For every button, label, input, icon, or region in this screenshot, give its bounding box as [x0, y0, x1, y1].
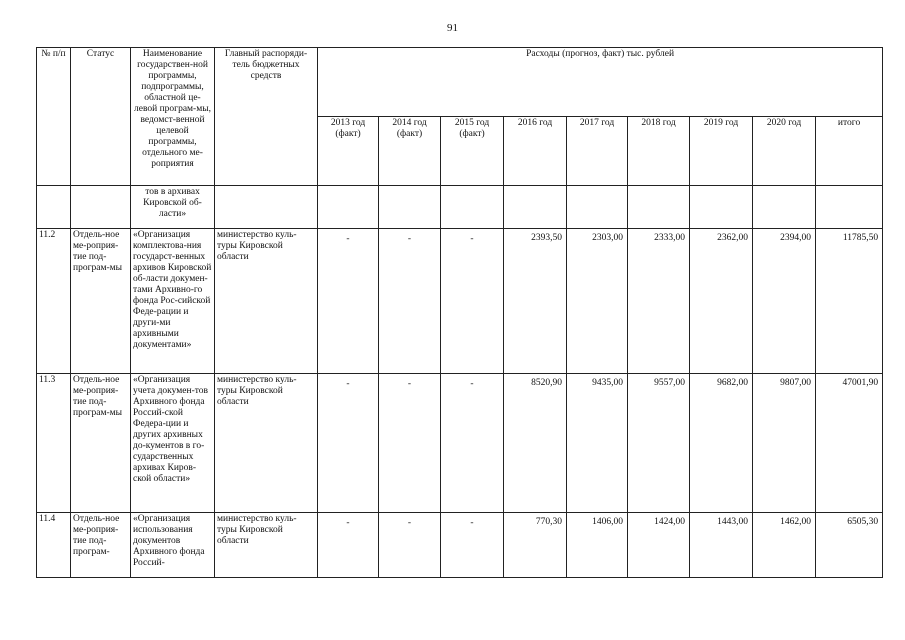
- value-2020: 2394,00: [753, 229, 816, 374]
- value-2019: 2362,00: [690, 229, 753, 374]
- value-2014: -: [379, 513, 441, 578]
- header-admin: Главный распоряди-тель бюджетных средств: [215, 48, 318, 186]
- header-year-2019: 2019 год: [690, 117, 753, 186]
- value-2020: 1462,00: [753, 513, 816, 578]
- value-total: 47001,90: [816, 374, 883, 513]
- header-year-2014: 2014 год (факт): [379, 117, 441, 186]
- value-2018: 9557,00: [628, 374, 690, 513]
- value-2015: -: [441, 513, 504, 578]
- value-2016: 770,30: [504, 513, 567, 578]
- row-admin: министерство куль-туры Кировской области: [215, 229, 318, 374]
- row-status: Отдель-ное ме-роприя-тие под-програм-: [71, 513, 131, 578]
- row-status: Отдель-ное ме-роприя-тие под-програм-мы: [71, 229, 131, 374]
- row-admin: министерство куль-туры Кировской области: [215, 374, 318, 513]
- value-2014: -: [379, 374, 441, 513]
- table-row: [37, 374, 883, 513]
- continuation-row: [37, 186, 883, 229]
- header-no: № п/п: [37, 48, 71, 186]
- value-total: 6505,30: [816, 513, 883, 578]
- value-2019: 1443,00: [690, 513, 753, 578]
- value-2016: 8520,90: [504, 374, 567, 513]
- value-2017: 2303,00: [567, 229, 628, 374]
- value-2013: -: [318, 513, 379, 578]
- header-year-2017: 2017 год: [567, 117, 628, 186]
- header-expenses-title: Расходы (прогноз, факт) тыс. рублей: [318, 48, 883, 117]
- value-2013: -: [318, 229, 379, 374]
- value-2018: 2333,00: [628, 229, 690, 374]
- header-row-top: [37, 48, 883, 117]
- table-row: [37, 229, 883, 374]
- table-row: [37, 513, 883, 578]
- value-2014: -: [379, 229, 441, 374]
- value-2013: -: [318, 374, 379, 513]
- row-no: 11.4: [37, 513, 71, 578]
- header-total: итого: [816, 117, 883, 186]
- value-2020: 9807,00: [753, 374, 816, 513]
- header-year-2016: 2016 год: [504, 117, 567, 186]
- row-name: «Организация использования документов Архивного фонда Россий-: [131, 513, 215, 578]
- value-2015: -: [441, 374, 504, 513]
- continuation-name: тов в архивах Кировской об-ласти»: [131, 186, 215, 229]
- value-2018: 1424,00: [628, 513, 690, 578]
- row-name: «Организация учета докумен-тов Архивного фонда Россий-ской Федера-ции и других архивных до-кументов в го-сударственных архивах Киров-ской области»: [131, 374, 215, 513]
- value-2019: 9682,00: [690, 374, 753, 513]
- page-number: 91: [447, 22, 458, 34]
- header-name: Наименование государствен-ной программы, подпрограммы, областной це-левой програм-мы, ведомст-венной целевой программы, отдельного ме-роприятия: [131, 48, 215, 186]
- row-no: 11.3: [37, 374, 71, 513]
- value-2017: 1406,00: [567, 513, 628, 578]
- row-status: Отдель-ное ме-роприя-тие под-програм-мы: [71, 374, 131, 513]
- value-total: 11785,50: [816, 229, 883, 374]
- header-year-2020: 2020 год: [753, 117, 816, 186]
- value-2015: -: [441, 229, 504, 374]
- header-year-2018: 2018 год: [628, 117, 690, 186]
- header-status: Статус: [71, 48, 131, 186]
- row-admin: министерство куль-туры Кировской области: [215, 513, 318, 578]
- value-2016: 2393,50: [504, 229, 567, 374]
- header-year-2015: 2015 год (факт): [441, 117, 504, 186]
- value-2017: 9435,00: [567, 374, 628, 513]
- budget-table: [36, 47, 883, 578]
- row-no: 11.2: [37, 229, 71, 374]
- row-name: «Организация комплектова-ния государст-венных архивов Кировской об-ласти докумен-тами Архивно-го фонда Рос-сийской Феде-рации и други-ми архивными документами»: [131, 229, 215, 374]
- header-year-2013: 2013 год (факт): [318, 117, 379, 186]
